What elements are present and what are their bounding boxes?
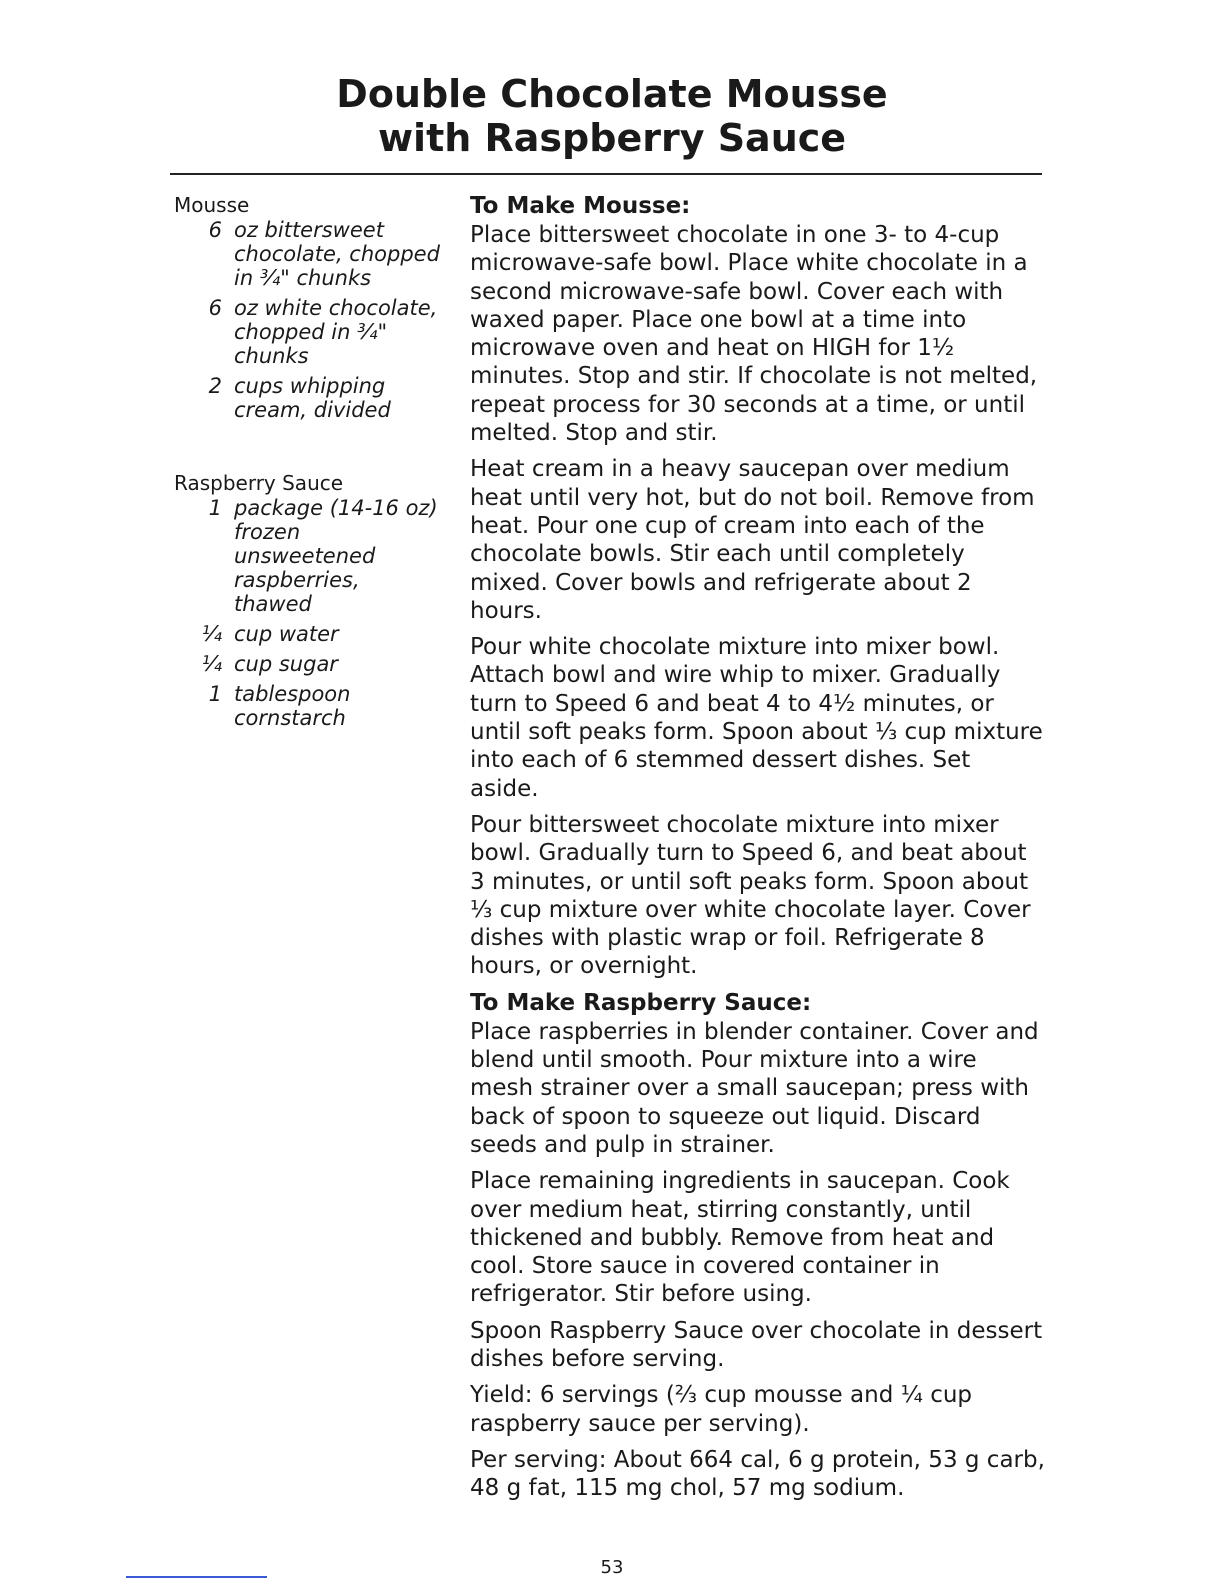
ingredient-item [174, 496, 444, 616]
instruction-paragraph: Place remaining ingredients in saucepan. Cook over medium heat, stirring constantly, until thickened and bubbly. Remove from heat and cool. Store sauce in covered container in refrigerator. Stir before using. [470, 1168, 1010, 1308]
instruction-paragraph: Spoon Raspberry Sauce over chocolate in dessert dishes before serving. [470, 1317, 1043, 1372]
instruction-paragraph: Heat cream in a heavy saucepan over medium heat until very hot, but do not boil. Remove from heat. Pour one cup of cream into each of the chocolate bowls. Stir each until completely mixed. Cover bowls and refrigerate about 2 hours. [470, 456, 1035, 624]
mousse-ingredient-list [174, 218, 444, 422]
instruction-paragraph: Pour bittersweet chocolate mixture into mixer bowl. Gradually turn to Speed 6, and beat about 3 minutes, or until soft peaks form. Spoon about ⅓ cup mixture over white chocolate layer. Cover dishes with plastic wrap or foil. Refrigerate 8 hours, or overnight. [470, 811, 1031, 980]
ingredients-column [174, 192, 444, 736]
mousse-instructions-heading: To Make Mousse: [470, 193, 691, 219]
ingredient-qty: 1 [208, 682, 222, 706]
ingredient-qty: ¼ [201, 622, 222, 646]
ingredient-item [174, 296, 444, 368]
instructions-column [470, 192, 1045, 1510]
ingredient-qty: 6 [208, 218, 222, 242]
ingredient-item [174, 622, 444, 646]
ingredient-qty: 1 [208, 496, 222, 520]
instruction-paragraph: Place bittersweet chocolate in one 3- to 4-cup microwave-safe bowl. Place white chocolate in a second microwave-safe bowl. Cover each with waxed paper. Place one bowl at a time into microwave oven and heat on HIGH for 1½ minutes. Stop and stir. If chocolate is not melted, repeat process for 30 seconds at a time, or until melted. Stop and stir. [470, 222, 1038, 447]
yield-paragraph: Yield: 6 servings (⅔ cup mousse and ¼ cup raspberry sauce per serving). [470, 1382, 973, 1437]
mousse-ingredients [174, 192, 444, 422]
recipe-title [0, 72, 1224, 160]
ingredient-desc: oz white chocolate, chopped in ¾" chunks [234, 296, 438, 368]
nutrition-paragraph: Per serving: About 664 cal, 6 g protein, 53 g carb, 48 g fat, 115 mg chol, 57 mg sodium. [470, 1446, 1045, 1502]
ingredient-desc: cup sugar [234, 652, 338, 676]
ingredient-item [174, 374, 444, 422]
page-number: 53 [600, 1557, 624, 1578]
recipe-title-line-2: with Raspberry Sauce [377, 116, 847, 160]
ingredient-desc: cup water [234, 622, 339, 646]
mousse-ingredients-heading: Mousse [174, 193, 250, 217]
ingredient-qty: 6 [208, 296, 222, 320]
ingredient-item [174, 218, 444, 290]
instruction-paragraph: Place raspberries in blender container. Cover and blend until smooth. Pour mixture into a wire mesh strainer over a small saucepan; press with back of spoon to squeeze out liquid. Discard seeds and pulp in strainer. [470, 1018, 1039, 1158]
ingredient-desc: package (14-16 oz) frozen unsweetened raspberries, thawed [234, 496, 438, 616]
instruction-paragraph: Pour white chocolate mixture into mixer bowl. Attach bowl and wire whip to mixer. Gradually turn to Speed 6 and beat 4 to 4½ minutes, or until soft peaks form. Spoon about ⅓ cup mixture into each of 6 stemmed dessert dishes. Set aside. [470, 634, 1043, 802]
sauce-instructions-heading: To Make Raspberry Sauce: [470, 989, 812, 1016]
recipe-title-line-1: Double Chocolate Mousse [336, 72, 888, 116]
ingredient-item [174, 652, 444, 676]
ingredient-qty: ¼ [201, 652, 222, 676]
title-divider [170, 173, 1042, 175]
ingredient-qty: 2 [208, 374, 222, 398]
ingredient-item [174, 682, 444, 730]
ingredient-desc: tablespoon cornstarch [234, 682, 351, 730]
sauce-ingredient-list [174, 496, 444, 730]
ingredient-desc: oz bittersweet chocolate, chopped in ¾" chunks [234, 218, 440, 290]
sauce-ingredients [174, 470, 444, 730]
sauce-ingredients-heading: Raspberry Sauce [174, 471, 344, 495]
ingredient-desc: cups whipping cream, divided [234, 374, 391, 422]
footer-link-underline [126, 1576, 267, 1578]
